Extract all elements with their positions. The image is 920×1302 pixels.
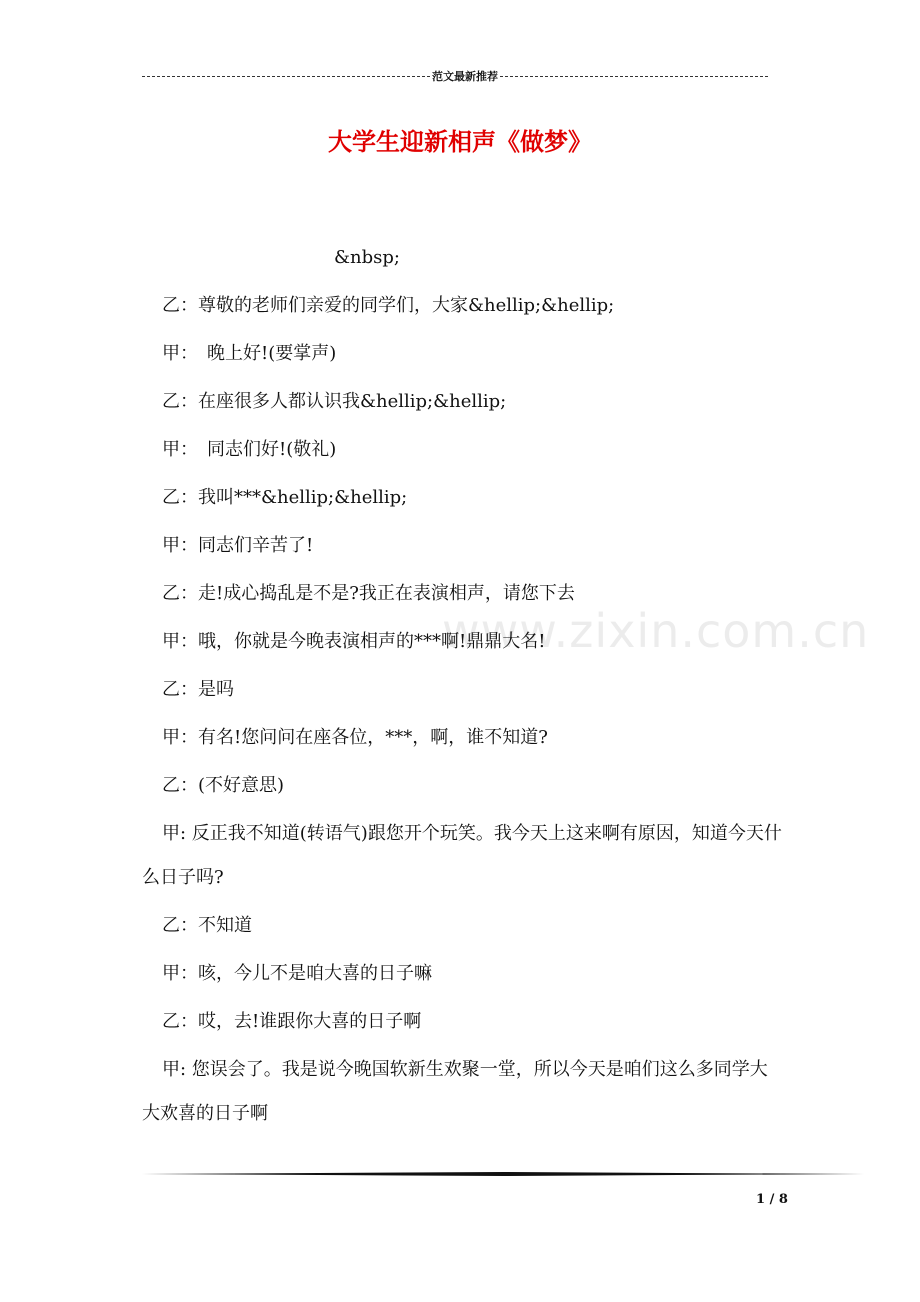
dialogue-line: 甲： 晚上好!(要掌声) — [162, 343, 337, 364]
document-title: 大学生迎新相声《做梦》 — [328, 127, 592, 156]
document-body — [142, 236, 782, 1140]
dialogue-line: 乙：尊敬的老师们亲爱的同学们，大家&hellip;&hellip; — [162, 295, 615, 316]
dialogue-line: 乙：我叫***&hellip;&hellip; — [162, 487, 408, 508]
dialogue-line: 乙：走!成心捣乱是不是?我正在表演相声，请您下去 — [162, 583, 575, 604]
dialogue-line: 甲：同志们辛苦了! — [162, 535, 314, 556]
footer-rule — [142, 1172, 864, 1176]
dialogue-line: 甲：哦，你就是今晚表演相声的***啊!鼎鼎大名! — [162, 631, 546, 652]
header-rule — [142, 68, 768, 84]
header-label: 范文最新推荐 — [432, 70, 498, 83]
dialogue-paragraph: 甲: 您误会了。我是说今晚国软新生欢聚一堂，所以今天是咱们这么多同学大大欢喜的日子啊 — [142, 1059, 768, 1124]
dialogue-line: 甲：有名!您问问在座各位，***，啊，谁不知道? — [162, 727, 548, 748]
dialogue-paragraph: 甲: 反正我不知道(转语气)跟您开个玩笑。我今天上这来啊有原因，知道今天什么日子吗? — [142, 823, 782, 888]
page-number: 1 / 8 — [756, 1192, 788, 1207]
header-dash-right — [500, 76, 768, 77]
dialogue-line: 乙：是吗 — [162, 679, 234, 700]
dialogue-line: 乙：不知道 — [162, 915, 252, 936]
header-dash-left — [142, 76, 430, 77]
dialogue-line: 甲：咳，今儿不是咱大喜的日子嘛 — [162, 963, 432, 984]
dialogue-line: 乙：在座很多人都认识我&hellip;&hellip; — [162, 391, 507, 412]
watermark: www.zixin.com.cn — [442, 604, 870, 658]
nbsp-line: &nbsp; — [334, 247, 400, 268]
dialogue-line: 甲： 同志们好!(敬礼) — [162, 439, 337, 460]
dialogue-line: 乙：哎，去!谁跟你大喜的日子啊 — [162, 1011, 422, 1032]
dialogue-line: 乙：(不好意思) — [162, 775, 285, 796]
